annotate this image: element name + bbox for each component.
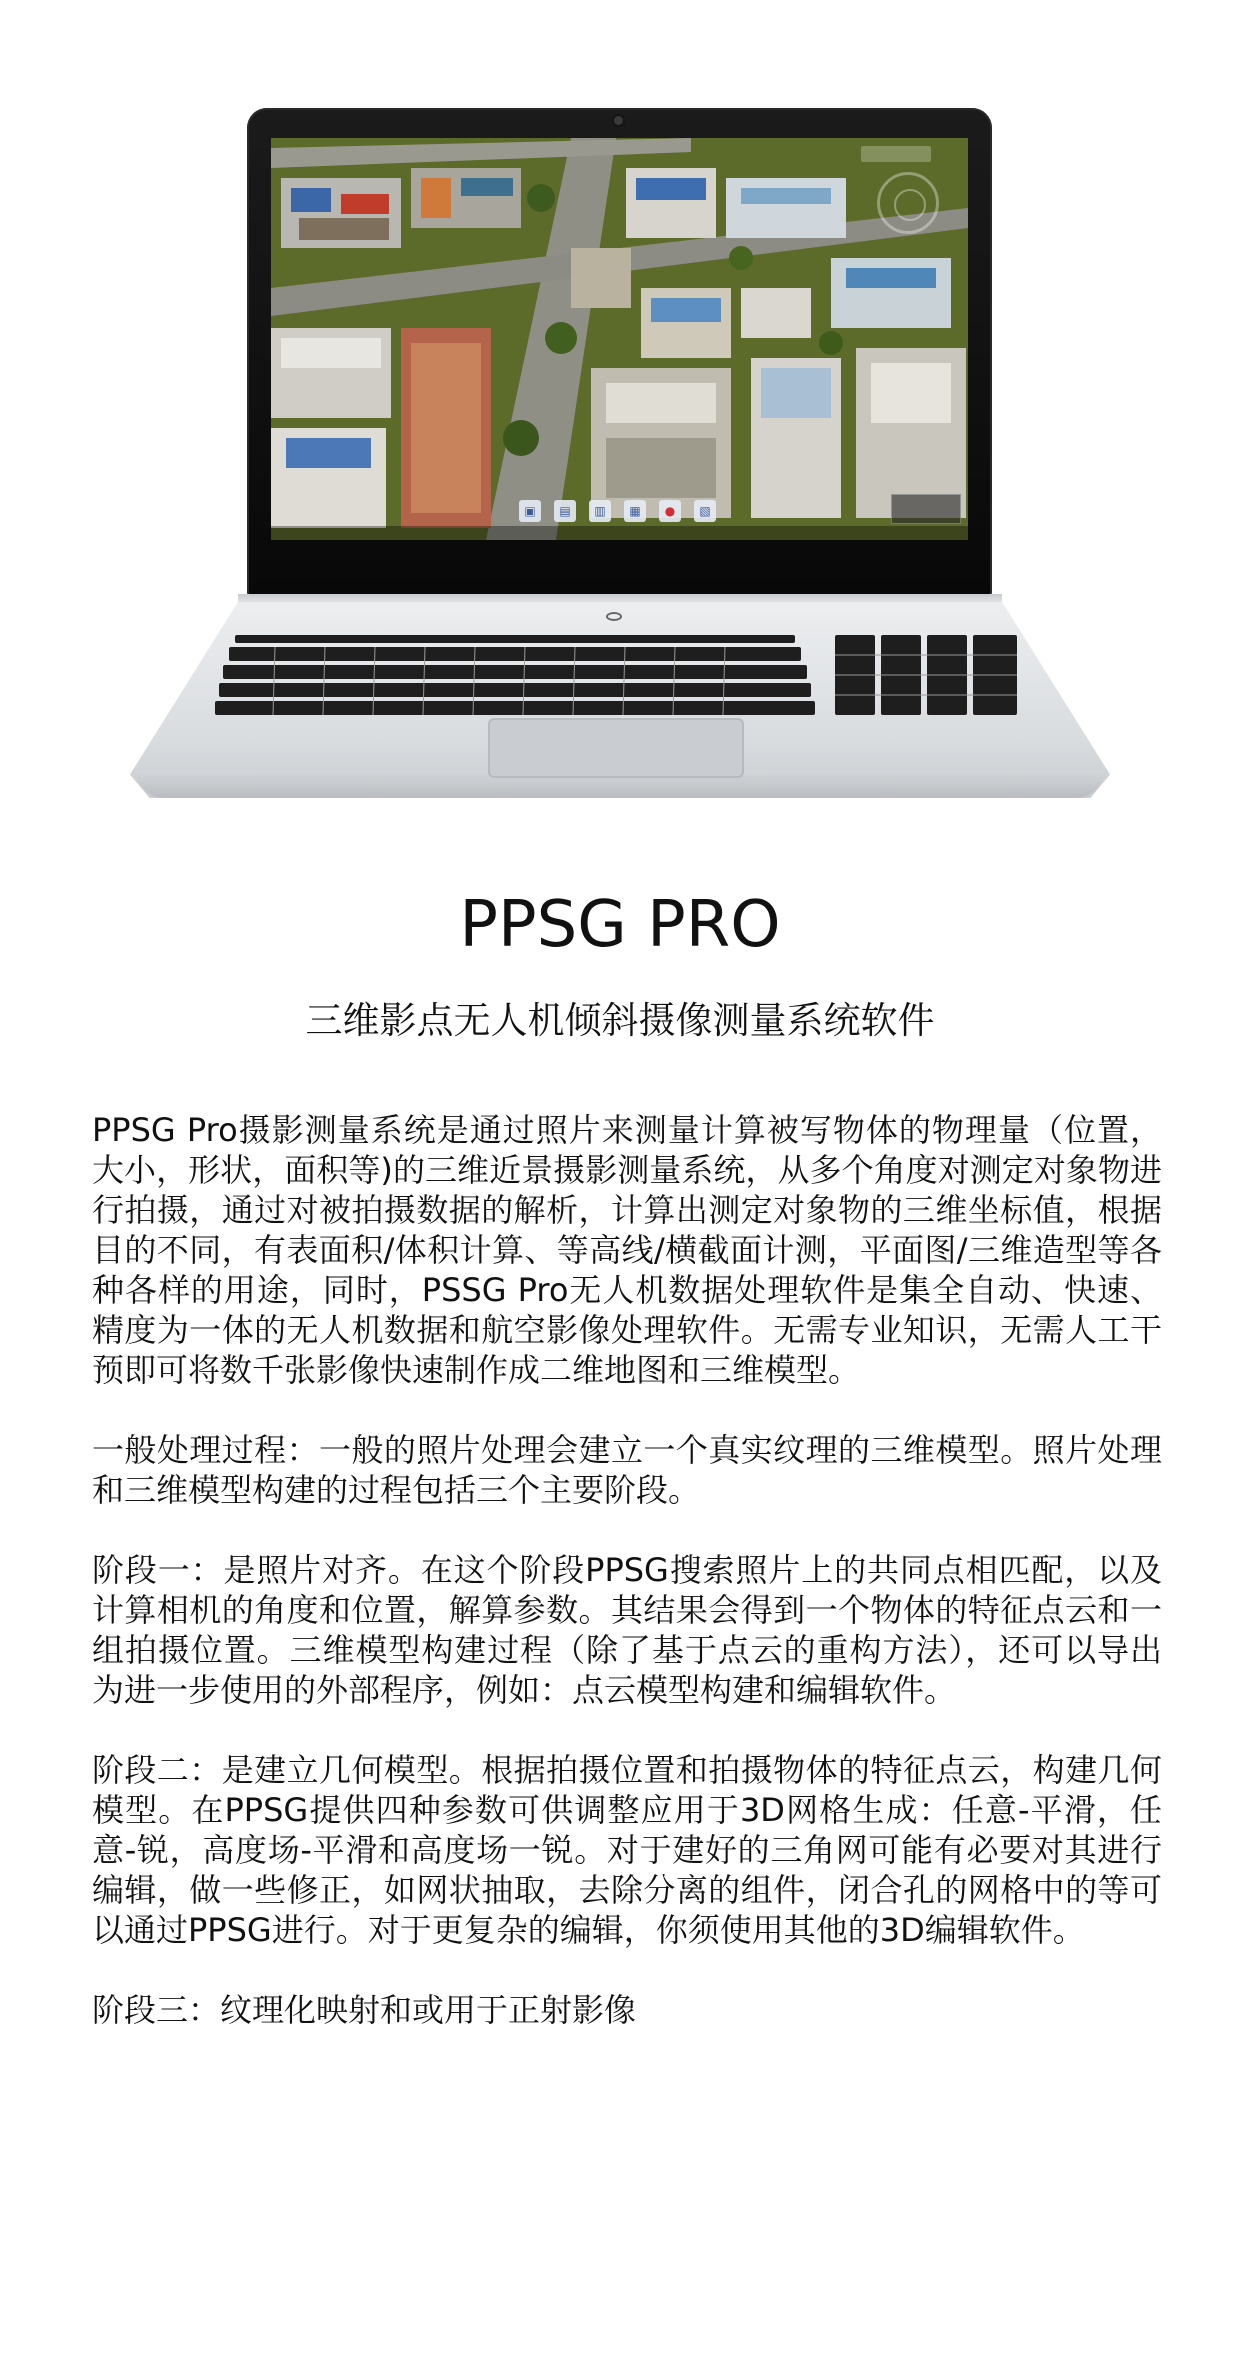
volume-tool-icon[interactable]: ▦	[624, 500, 646, 522]
stage-one-paragraph: 阶段一：是照片对齐。在这个阶段PPSG搜索照片上的共同点相匹配，以及计算相机的角度和位置，解算参数。其结果会得到一个物体的特征点云和一组拍摄位置。三维模型构建过程（除了基于点云的重构方法），还可以导出为进一步使用的外部程序，例如：点云模型构建和编辑软件。	[92, 1551, 1162, 1709]
description-paragraph: PPSG Pro摄影测量系统是通过照片来测量计算被写物体的物理量（位置，大小，形状，面积等)的三维近景摄影测量系统，从多个角度对测定对象物进行拍摄，通过对被拍摄数据的解析，计算出测定对象物的三维坐标值，根据目的不同，有表面积/体积计算、等高线/横截面计测，平面图/三维造型等各种各样的用途，同时，PSSG Pro无人机数据处理软件是集全自动、快速、精度为一体的无人机数据和航空影像处理软件。无需专业知识，无需人工干预即可将数千张影像快速制作成二维地图和三维模型。	[92, 1111, 1162, 1389]
minimap	[891, 494, 961, 524]
measure-tool-icon[interactable]: ▤	[554, 500, 576, 522]
product-subtitle: 三维影点无人机倾斜摄像测量系统软件	[305, 999, 935, 1042]
stage-two-paragraph: 阶段二：是建立几何模型。根据拍摄位置和拍摄物体的特征点云，构建几何模型。在PPSG提供四种参数可供调整应用于3D网格生成：任意-平滑，任意-锐，高度场-平滑和高度场一锐。对于建好的三角网可能有必要对其进行编辑，做一些修正，如网状抽取，去除分离的组件，闭合孔的网格中的等可以通过PPSG进行。对于更复杂的编辑，你须使用其他的3D编辑软件。	[92, 1751, 1162, 1949]
product-title: PPSG PRO	[459, 888, 781, 962]
area-tool-icon[interactable]: ▥	[589, 500, 611, 522]
stage-three-paragraph: 阶段三：纹理化映射和或用于正射影像	[92, 1991, 637, 2029]
process-overview-paragraph: 一般处理过程：一般的照片处理会建立一个真实纹理的三维模型。照片处理和三维模型构建的过程包括三个主要阶段。	[92, 1431, 1162, 1509]
compass-icon[interactable]	[877, 172, 939, 234]
location-pin-icon[interactable]: ●	[659, 500, 681, 522]
status-bar	[271, 526, 968, 540]
layer-tool-icon[interactable]: ▣	[519, 500, 541, 522]
aerial-3d-model-screen	[271, 138, 968, 540]
camera-icon	[614, 116, 623, 125]
map-toolbar-icons	[519, 500, 716, 522]
laptop-product-image	[130, 100, 1110, 820]
keyboard	[215, 635, 815, 715]
laptop-lid	[247, 108, 992, 596]
description-content	[92, 1110, 1162, 2070]
trackpad	[488, 718, 744, 778]
settings-tool-icon[interactable]: ▧	[694, 500, 716, 522]
numpad	[835, 635, 1025, 715]
aerial-city-render	[271, 138, 968, 540]
view-mode-panel[interactable]	[861, 146, 931, 162]
power-button-icon	[606, 612, 622, 621]
